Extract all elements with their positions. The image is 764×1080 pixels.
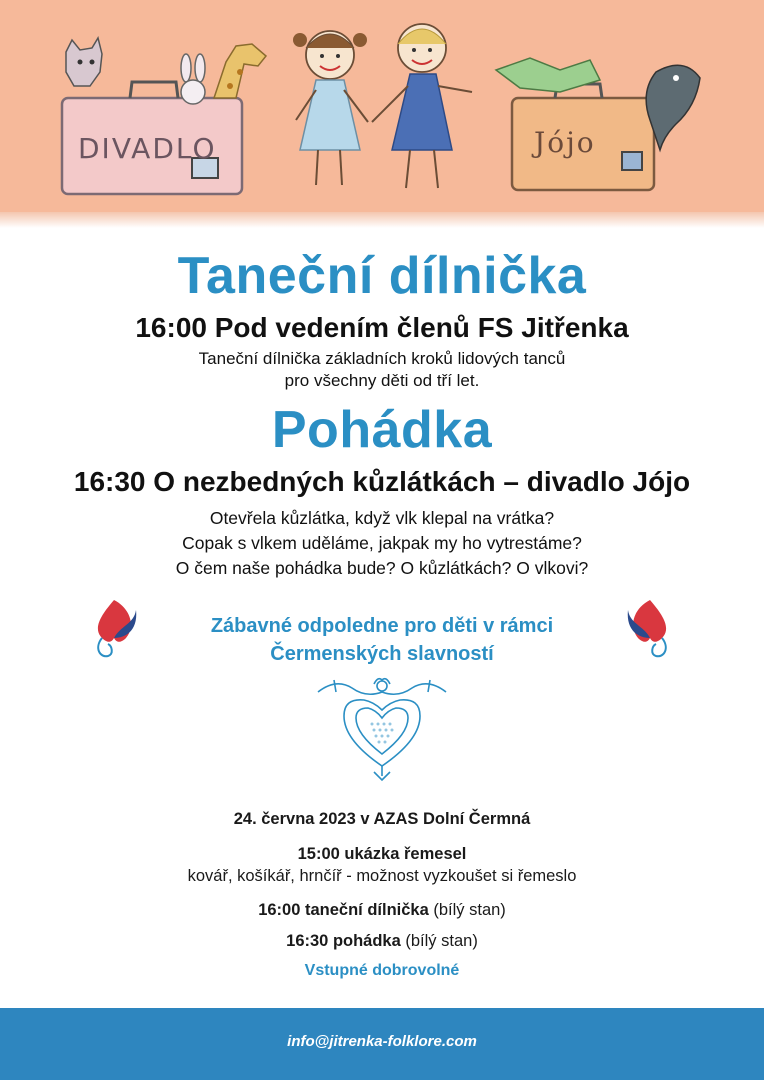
- contact-email-link[interactable]: info@jitrenka-folklore.com: [287, 1033, 477, 1050]
- entry-fee-note: Vstupné dobrovolné: [304, 962, 460, 979]
- schedule-item-1: [0, 843, 764, 887]
- schedule-item-2: [0, 899, 764, 921]
- girl-drawing-right: [372, 24, 472, 188]
- childrens-drawing-illustration: [0, 0, 764, 218]
- schedule-item-3-title: 16:30 pohádka: [286, 932, 401, 950]
- schedule-item-2-title: 16:00 taneční dílnička: [258, 901, 429, 919]
- schedule-item-1-title: 15:00 ukázka řemesel: [297, 845, 467, 863]
- schedule-item-1-desc: kovář, košíkář, hrnčíř - možnost vyzkoušet si řemeslo: [187, 867, 577, 885]
- girl-drawing-left: [293, 31, 368, 185]
- section1-subtitle: 16:00 Pod vedením členů FS Jitřenka: [135, 312, 629, 343]
- section2-title: Pohádka: [271, 401, 493, 459]
- section1-line-2: pro všechny děti od tří let.: [284, 371, 480, 390]
- section1-line-1: Taneční dílnička základních kroků lidových tanců: [198, 349, 566, 368]
- section1-description: [0, 348, 764, 392]
- schedule-item-3-location: (bílý stan): [400, 932, 478, 950]
- schedule-item-2-location: (bílý stan): [428, 901, 506, 919]
- right-suitcase-drawing: [496, 58, 700, 190]
- promo-line-2: Čermenských slavností: [270, 643, 494, 665]
- section2-line-1: Otevřela kůzlátka, když vlk klepal na vrátka?: [209, 508, 555, 528]
- left-suitcase-drawing: [62, 38, 266, 194]
- left-suitcase-label: DIVADLO: [78, 132, 217, 165]
- section2-line-3: O čem naše pohádka bude? O kůzlátkách? O vlkovi?: [175, 558, 589, 578]
- section1-title: Taneční dílnička: [177, 247, 587, 305]
- section2-line-2: Copak s vlkem uděláme, jakpak my ho vytrestáme?: [182, 533, 582, 553]
- header-banner: [0, 0, 764, 218]
- right-suitcase-label: Jójo: [534, 126, 596, 159]
- folk-ornament-icon: [316, 676, 448, 786]
- banner-fade: [0, 212, 764, 228]
- event-date-location: 24. června 2023 v AZAS Dolní Čermná: [233, 810, 531, 828]
- section2-description: [0, 506, 764, 581]
- promo-line-1: Zábavné odpoledne pro děti v rámci: [210, 615, 554, 637]
- promo-text: [0, 612, 764, 668]
- section2-subtitle: 16:30 O nezbedných kůzlátkách – divadlo Jójo: [73, 466, 691, 497]
- schedule-item-3: [0, 930, 764, 952]
